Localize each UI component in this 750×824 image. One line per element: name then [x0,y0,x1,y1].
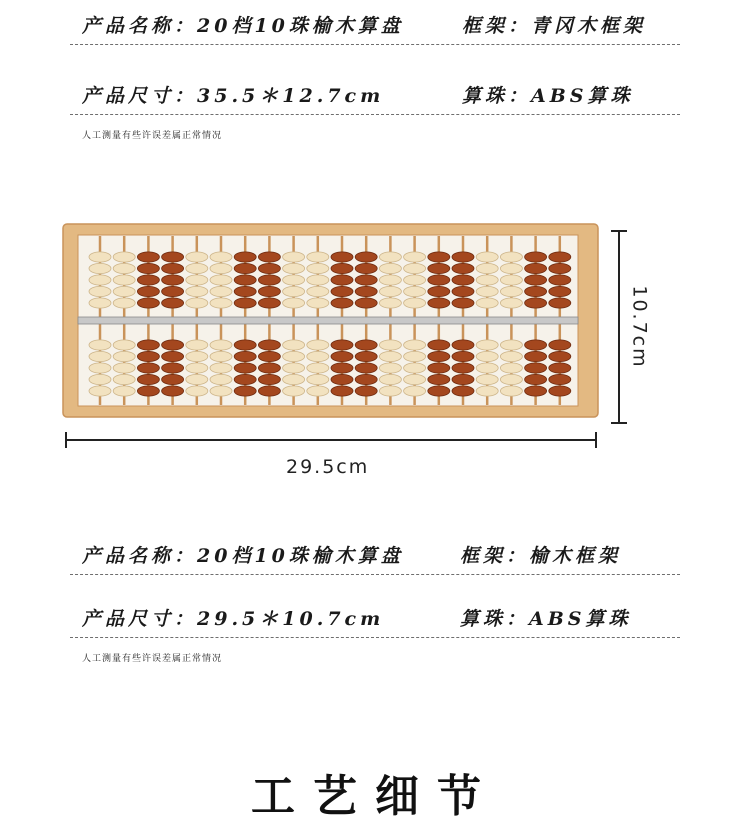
abacus-bead [113,351,135,361]
abacus-bead [89,286,111,296]
abacus-bead [428,252,450,262]
abacus-bead [113,386,135,396]
abacus-bead [404,252,426,262]
abacus-bead [452,286,474,296]
abacus-bead [137,386,159,396]
abacus-bead [186,386,208,396]
abacus-bead [186,263,208,273]
abacus-bead [355,286,377,296]
abacus-bead [137,351,159,361]
abacus-bead [258,386,280,396]
abacus-bead [379,263,401,273]
abacus-bead [137,286,159,296]
abacus-bead [258,263,280,273]
abacus-bead [355,298,377,308]
abacus-bead [525,252,547,262]
abacus-bead [307,386,329,396]
abacus-bead [331,298,353,308]
abacus-bead [258,340,280,350]
abacus-bead [283,351,305,361]
abacus-bead [113,286,135,296]
abacus-bead [258,374,280,384]
abacus-bead [331,286,353,296]
beads-text-2: 算珠：ABS算珠 [460,608,632,630]
abacus-bead [258,363,280,373]
abacus-bead [186,286,208,296]
abacus-bead [500,286,522,296]
abacus-bead [234,386,256,396]
measurement-note-2: 人工测量有些许误差属正常情况 [82,654,223,664]
abacus-bead [234,351,256,361]
abacus-bead [162,298,184,308]
abacus-bead [549,286,571,296]
abacus-bead [307,275,329,285]
abacus-bead [549,374,571,384]
abacus-bead [283,298,305,308]
abacus-bead [452,386,474,396]
abacus-bead [525,363,547,373]
abacus-bead [234,263,256,273]
abacus-bead [355,351,377,361]
abacus-bead [549,252,571,262]
abacus-bead [355,263,377,273]
abacus-bead [549,351,571,361]
abacus-bead [476,351,498,361]
abacus-bead [113,340,135,350]
abacus-bead [162,363,184,373]
abacus-bead [307,351,329,361]
abacus-bead [186,374,208,384]
abacus-bead [355,363,377,373]
abacus-bead [210,263,232,273]
abacus-bead [113,298,135,308]
abacus-bead [89,275,111,285]
abacus-bead [113,275,135,285]
abacus-bead [549,275,571,285]
measurement-note: 人工测量有些许误差属正常情况 [82,131,223,141]
abacus-bead [137,340,159,350]
abacus-bead [500,363,522,373]
abacus-bead [186,351,208,361]
abacus-bead [476,340,498,350]
abacus-bead [379,275,401,285]
abacus-bead [89,363,111,373]
abacus-bead [404,374,426,384]
product-name-text: 产品名称：20档10珠榆木算盘 [82,15,404,37]
abacus-bead [234,340,256,350]
abacus-bead [89,374,111,384]
abacus-bead [525,263,547,273]
abacus-bead [113,374,135,384]
abacus-bead [186,340,208,350]
abacus-bead [234,252,256,262]
abacus-bead [452,263,474,273]
abacus-bead [210,363,232,373]
abacus-bead [379,386,401,396]
abacus-bead [549,340,571,350]
abacus-bead [428,363,450,373]
abacus-bead [452,351,474,361]
abacus-bead [137,298,159,308]
abacus-bead [476,298,498,308]
abacus-bead [258,252,280,262]
abacus-bead [162,275,184,285]
abacus-bead [525,298,547,308]
height-label: 10.7cm [628,285,651,369]
abacus-bead [428,340,450,350]
abacus-bead [137,263,159,273]
abacus-bead [525,340,547,350]
abacus-bead [307,263,329,273]
abacus-bead [283,263,305,273]
abacus-bead [476,263,498,273]
abacus-bead [89,386,111,396]
abacus-bead [137,275,159,285]
abacus-bead [186,298,208,308]
product-size-text-2: 产品尺寸：29.5＊10.7cm [82,608,385,630]
abacus-bead [234,286,256,296]
abacus-bead [186,363,208,373]
abacus-bead [452,363,474,373]
abacus-bead [162,286,184,296]
abacus-bead [404,363,426,373]
abacus-bead [113,252,135,262]
abacus-bead [525,386,547,396]
abacus-bead [89,263,111,273]
abacus-bead [137,374,159,384]
spec-row-size-beads-2 [70,603,680,638]
abacus-bead [162,374,184,384]
abacus-bead [476,252,498,262]
abacus-bead [549,263,571,273]
abacus-bead [549,298,571,308]
spec-row-name-frame-2 [70,540,680,575]
abacus-bead [452,298,474,308]
abacus-bead [452,275,474,285]
abacus-bead [283,363,305,373]
abacus-bead [500,252,522,262]
abacus-bead [283,386,305,396]
abacus-bead [404,286,426,296]
abacus-bead [331,386,353,396]
abacus-bead [379,252,401,262]
abacus-bead [500,340,522,350]
abacus-bead [379,286,401,296]
abacus-bead [307,298,329,308]
abacus-bead [404,340,426,350]
abacus-bead [283,252,305,262]
abacus-bead [500,374,522,384]
abacus-bead [428,351,450,361]
abacus-bead [452,340,474,350]
craft-details-title: 工艺细节 [251,771,499,822]
beads-text: 算珠：ABS算珠 [462,85,634,107]
abacus-bead [500,351,522,361]
abacus-bead [500,298,522,308]
abacus-bead [331,263,353,273]
abacus-bead [428,386,450,396]
abacus-bead [549,363,571,373]
abacus-bead [89,298,111,308]
abacus-bead [428,286,450,296]
abacus-bead [500,263,522,273]
abacus-bead [137,363,159,373]
abacus-bead [234,275,256,285]
abacus-bead [162,351,184,361]
abacus-bead [500,386,522,396]
width-label: 29.5cm [286,456,370,478]
abacus-bead [258,286,280,296]
abacus-bead [210,374,232,384]
abacus-bead [355,340,377,350]
abacus-bead [355,386,377,396]
abacus-bead [210,275,232,285]
abacus-bead [89,351,111,361]
abacus-bead [404,298,426,308]
product-name-text-2: 产品名称：20档10珠榆木算盘 [82,545,404,567]
abacus-bead [379,340,401,350]
abacus-bead [452,374,474,384]
abacus-bead [525,374,547,384]
product-size-text: 产品尺寸：35.5＊12.7cm [82,85,385,107]
abacus-bead [476,374,498,384]
abacus-bead [428,263,450,273]
abacus-bead [476,363,498,373]
abacus-bead [379,374,401,384]
abacus-bead [355,374,377,384]
abacus-bead [283,286,305,296]
abacus-bead [258,275,280,285]
abacus-image [63,224,598,417]
abacus-bead [258,298,280,308]
abacus-bead [476,275,498,285]
abacus-bead [404,275,426,285]
abacus-bead [525,286,547,296]
abacus-bead [307,363,329,373]
abacus-bead [283,275,305,285]
abacus-bead [331,363,353,373]
abacus-bead [379,298,401,308]
abacus-bead [113,363,135,373]
abacus-bead [404,386,426,396]
abacus-bead [355,275,377,285]
abacus-bead [331,351,353,361]
abacus-bead [428,298,450,308]
abacus-bead [234,374,256,384]
abacus-bead [476,386,498,396]
abacus-bead [549,386,571,396]
abacus-bead [379,351,401,361]
abacus-bead [331,252,353,262]
abacus-bead [210,252,232,262]
abacus-bead [404,263,426,273]
abacus-bead [331,340,353,350]
abacus-bead [283,340,305,350]
abacus-bead [162,263,184,273]
abacus-bead [476,286,498,296]
abacus-bead [162,386,184,396]
width-dimension-line [66,432,596,448]
abacus-bead [210,351,232,361]
abacus-bead [210,298,232,308]
abacus-bead [331,374,353,384]
abacus-bead [234,298,256,308]
abacus-bead [428,374,450,384]
abacus-bead [525,351,547,361]
abacus-bead [355,252,377,262]
height-dimension-line [611,231,627,423]
frame-text: 框架：青冈木框架 [462,15,647,37]
abacus-bead [234,363,256,373]
abacus-bead [307,286,329,296]
abacus-bead [331,275,353,285]
abacus-bead [137,252,159,262]
abacus-bead [186,275,208,285]
abacus-bead [404,351,426,361]
abacus-bead [379,363,401,373]
abacus-bead [162,340,184,350]
abacus-bead [162,252,184,262]
abacus-bead [452,252,474,262]
abacus-beam [78,317,578,324]
abacus-bead [113,263,135,273]
abacus-bead [89,340,111,350]
abacus-bead [186,252,208,262]
abacus-bead [210,340,232,350]
abacus-bead [89,252,111,262]
frame-text-2: 框架：榆木框架 [460,545,622,567]
abacus-bead [210,386,232,396]
abacus-bead [307,252,329,262]
abacus-bead [210,286,232,296]
abacus-bead [525,275,547,285]
abacus-bead [258,351,280,361]
abacus-bead [307,340,329,350]
abacus-bead [307,374,329,384]
abacus-bead [500,275,522,285]
abacus-bead [283,374,305,384]
abacus-bead [428,275,450,285]
